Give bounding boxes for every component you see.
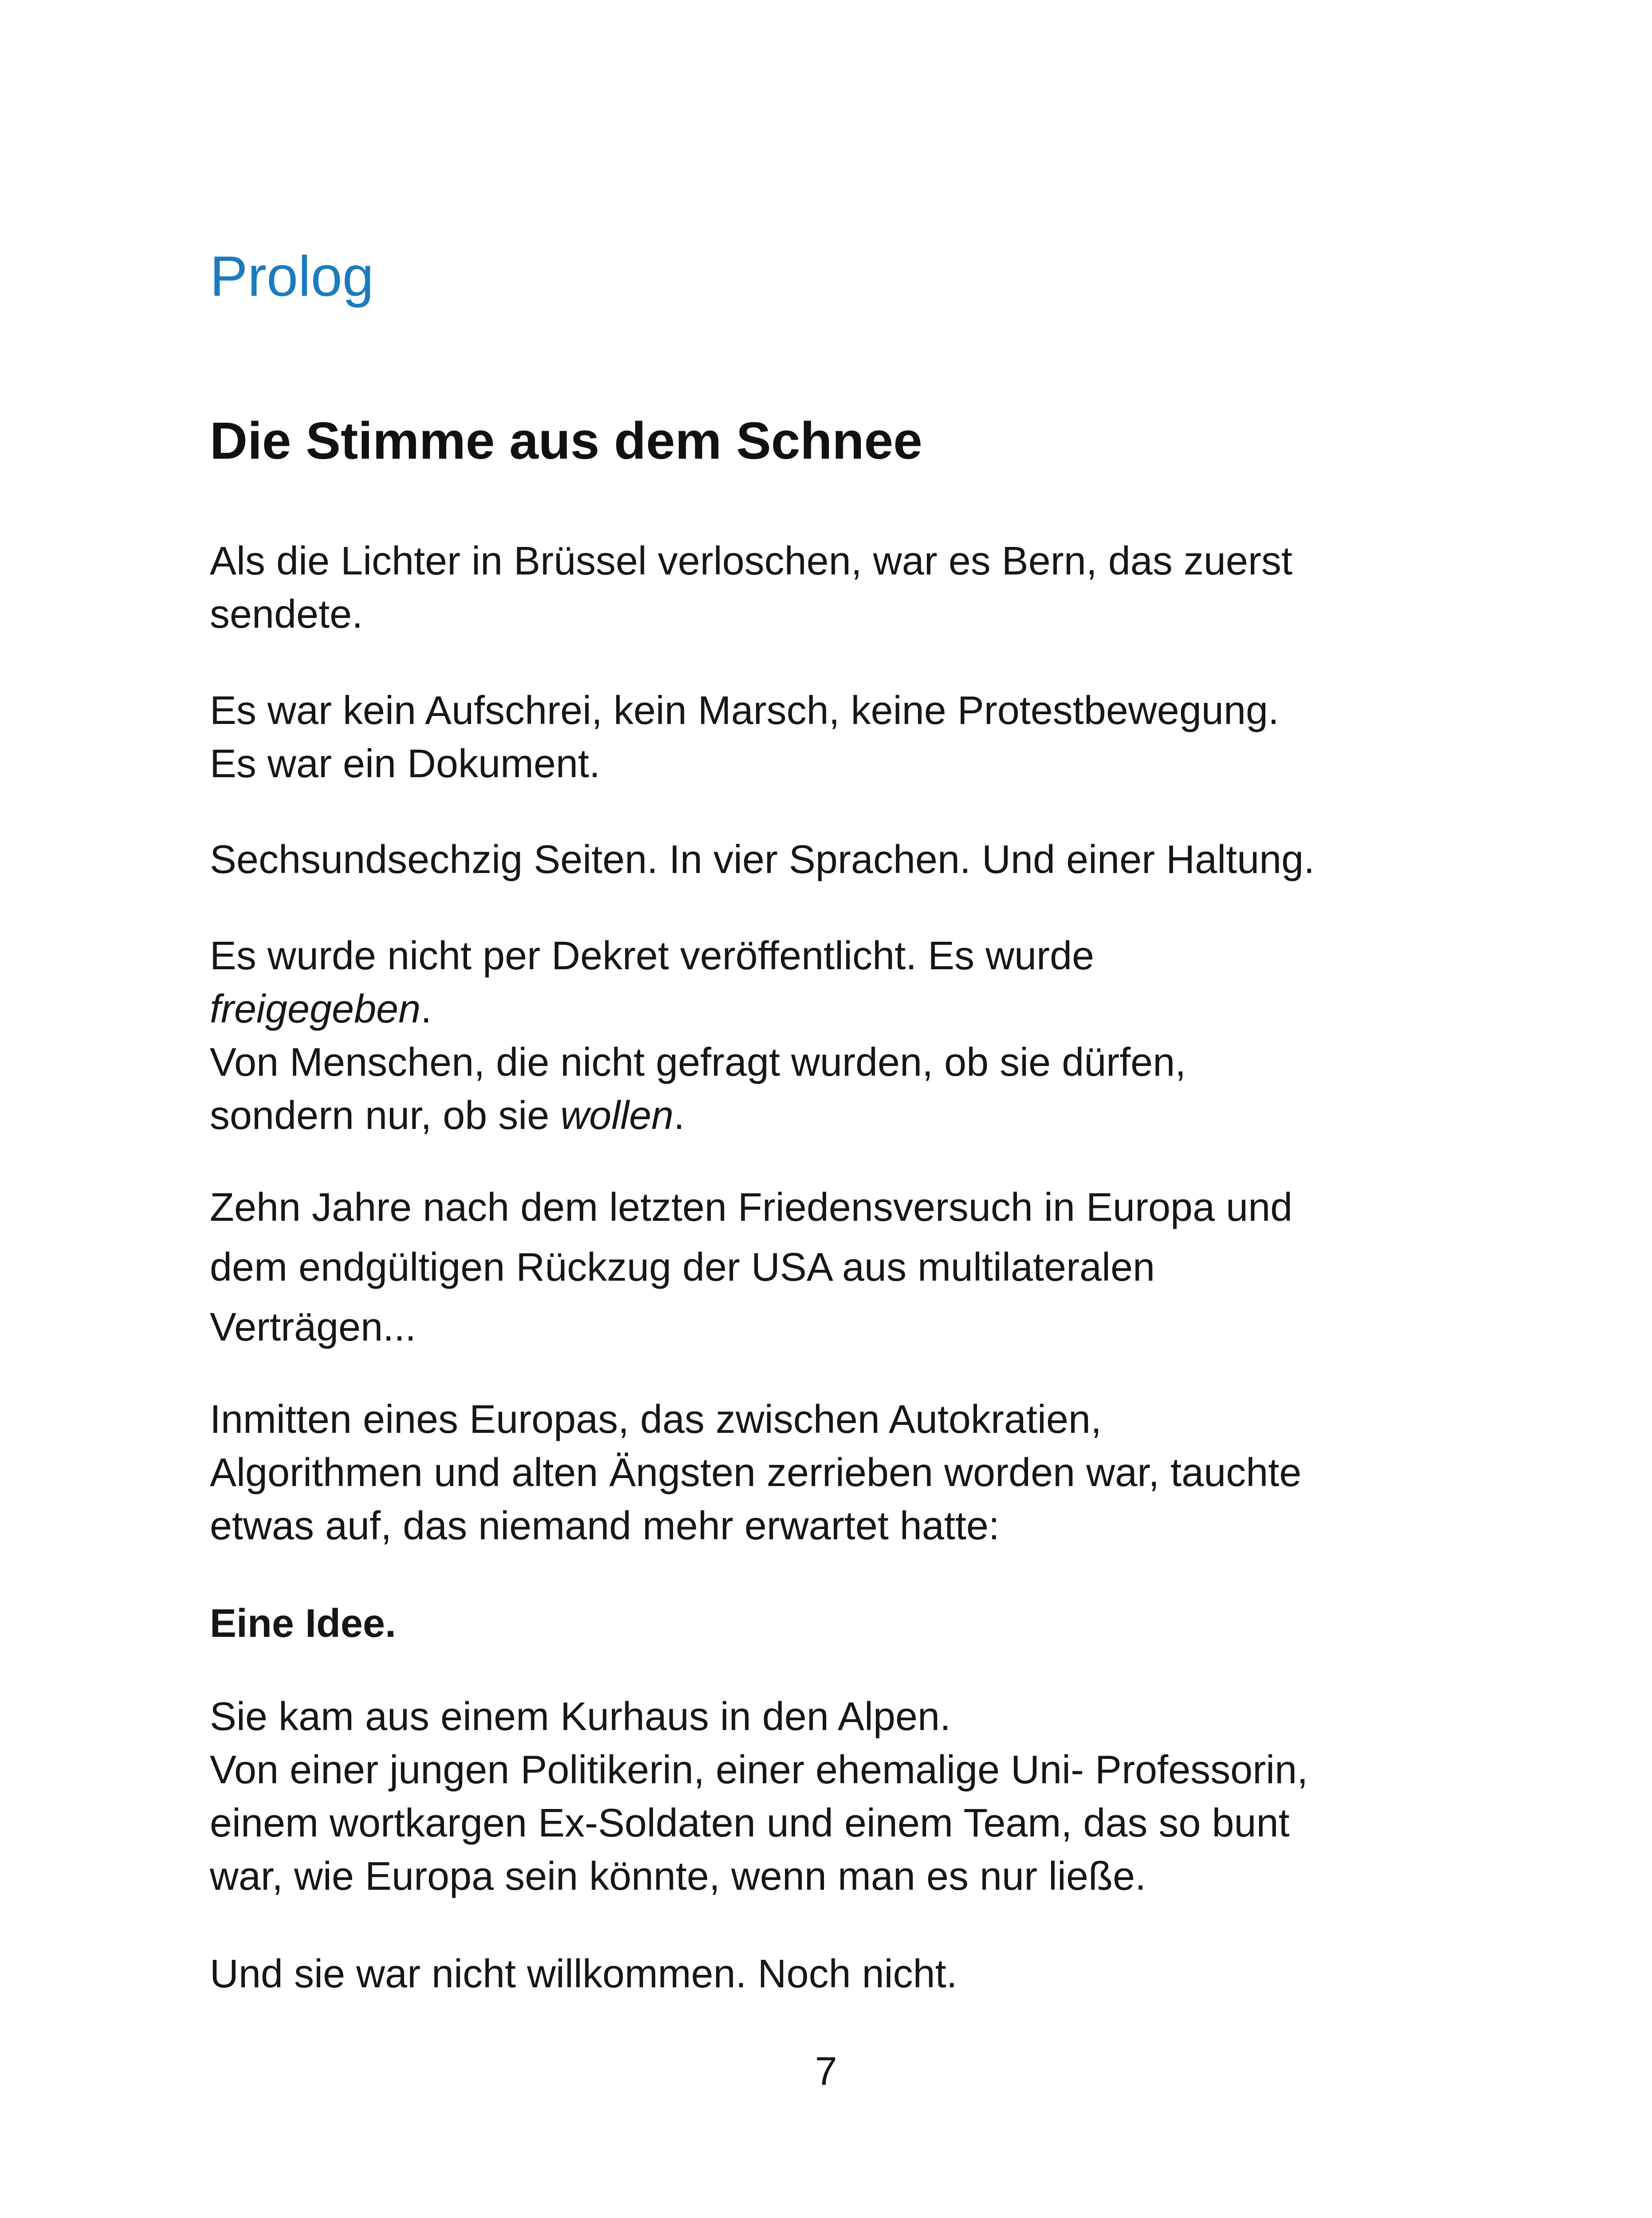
text-line: sendete. <box>210 592 363 637</box>
text-line: Von einer jungen Politikerin, einer ehemalige Uni- Professorin, <box>210 1748 1308 1792</box>
text-line: Es war kein Aufschrei, kein Marsch, keine Protestbewegung. <box>210 688 1279 733</box>
page-number: 7 <box>815 2049 837 2094</box>
paragraph-8 <box>210 1690 1452 1903</box>
chapter-title: Die Stimme aus dem Schnee <box>210 412 922 470</box>
text-line: Es war ein Dokument. <box>210 742 600 786</box>
text-line <box>210 1089 1452 1142</box>
paragraph-9 <box>210 1947 1452 2001</box>
paragraph-7-bold: Eine Idee. <box>210 1601 396 1646</box>
text-line: Inmitten eines Europas, das zwischen Autokratien, <box>210 1397 1102 1442</box>
text-line: dem endgültigen Rückzug der USA aus multilateralen <box>210 1245 1155 1290</box>
text-line: Als die Lichter in Brüssel verloschen, war es Bern, das zuerst <box>210 539 1293 583</box>
text-line: Algorithmen und alten Ängsten zerrieben worden war, tauchte <box>210 1451 1302 1495</box>
text-line: Es wurde nicht per Dekret veröffentlicht. Es wurde <box>210 934 1095 978</box>
text-line: Sie kam aus einem Kurhaus in den Alpen. <box>210 1695 951 1739</box>
text-line: einem wortkargen Ex-Soldaten und einem Team, das so bunt <box>210 1801 1290 1845</box>
paragraph-1 <box>210 535 1452 641</box>
text-fragment: sondern nur, ob sie <box>210 1093 561 1138</box>
paragraph-3 <box>210 833 1452 886</box>
paragraph-4 <box>210 929 1452 1142</box>
text-line: Und sie war nicht willkommen. Noch nicht. <box>210 1952 957 1996</box>
text-line: Verträgen... <box>210 1305 416 1349</box>
paragraph-5 <box>210 1178 1452 1357</box>
paragraph-2 <box>210 684 1452 790</box>
text-line: war, wie Europa sein könnte, wenn man es nur ließe. <box>210 1854 1146 1899</box>
text-line: Zehn Jahre nach dem letzten Friedensversuch in Europa und <box>210 1185 1293 1230</box>
text-line: Von Menschen, die nicht gefragt wurden, ob sie dürfen, <box>210 1040 1186 1085</box>
paragraph-6 <box>210 1393 1452 1553</box>
text-fragment: . <box>673 1093 685 1138</box>
text-line: Sechsundsechzig Seiten. In vier Sprachen. Und einer Haltung. <box>210 838 1315 882</box>
emphasis-wollen: wollen <box>560 1093 674 1138</box>
section-label: Prolog <box>210 245 374 308</box>
emphasis-freigegeben: freigegeben <box>210 987 421 1031</box>
text-line: etwas auf, das niemand mehr erwartet hatte: <box>210 1504 1000 1548</box>
text-fragment: . <box>420 987 432 1031</box>
text-line <box>210 983 1452 1036</box>
